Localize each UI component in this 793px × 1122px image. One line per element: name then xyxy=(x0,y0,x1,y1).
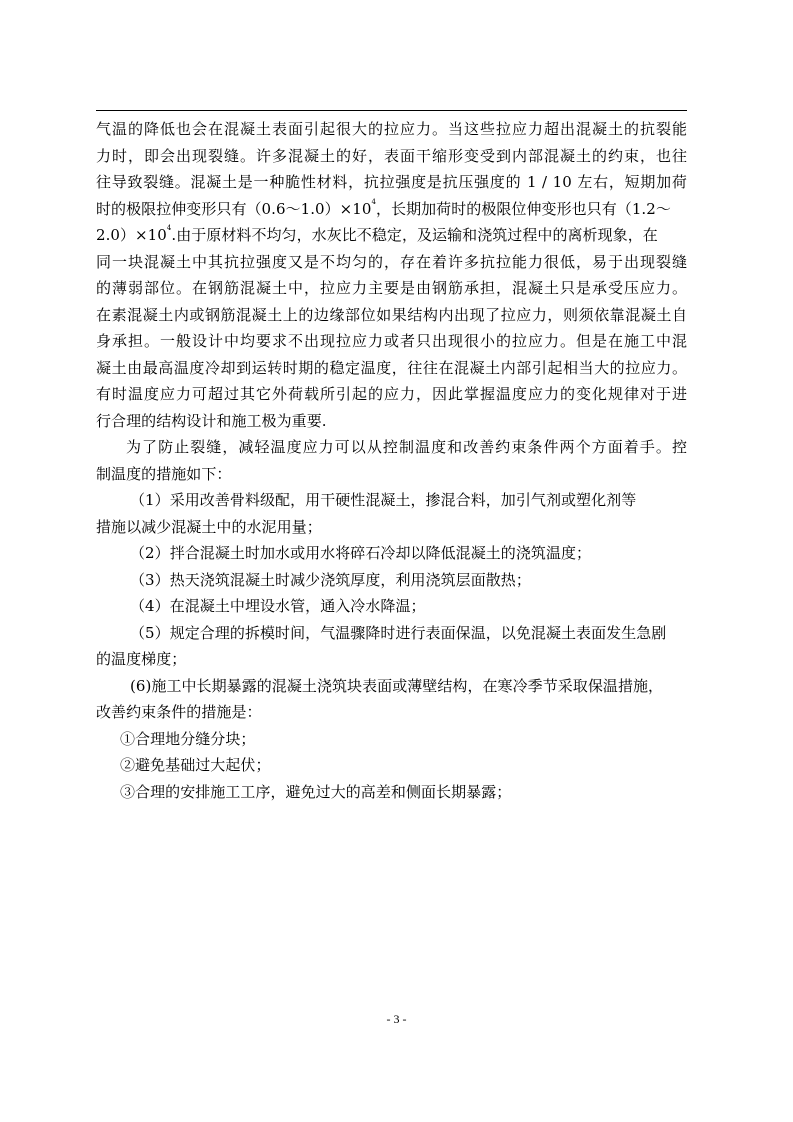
paragraph-temperature-stress xyxy=(96,116,687,434)
text-segment: 时的极限拉伸变形只有（0.6～1.0）×10 xyxy=(96,199,372,218)
list-item-constraint-2: ②避免基础过大起伏； xyxy=(120,756,271,774)
document-body xyxy=(96,116,687,805)
text-line: 行合理的结构设计和施工极为重要. xyxy=(96,411,327,430)
text-line: 同一块混凝土中其抗拉强度又是不均匀的，存在着许多抗拉能力很低，易于出现裂缝 xyxy=(96,252,687,271)
text-line: 力时，即会出现裂缝。许多混凝土的好，表面干缩形变受到内部混凝土的约束，也往 xyxy=(96,146,687,165)
superscript-exponent: 4 xyxy=(166,224,172,232)
list-item-measure-4: （4）在混凝土中埋设水管，通入冷水降温； xyxy=(130,597,426,615)
list-item-constraint-1: ①合理地分缝分块； xyxy=(120,729,256,748)
constraint-list xyxy=(96,726,687,806)
text-line: 的薄弱部位。在钢筋混凝土中，拉应力主要是由钢筋承担，混凝土只是承受压应力。 xyxy=(96,279,687,297)
paragraph-crack-prevention xyxy=(96,434,687,487)
page-number: - 3 - xyxy=(386,1012,407,1026)
superscript-exponent: 4 xyxy=(371,197,376,206)
list-item-measure-1: （1）采用改善骨料级配，用干硬性混凝土，掺混合料，加引气剂或塑化剂等 xyxy=(130,491,637,509)
constraint-intro: 改善约束条件的措施是： xyxy=(96,703,262,721)
header-rule xyxy=(96,110,687,111)
text-line: 身承担。一般设计中均要求不出现拉应力或者只出现很小的拉应力。但是在施工中混 xyxy=(96,332,687,350)
list-item-measure-1-cont: 措施以减少混凝土中的水泥用量； xyxy=(96,517,322,536)
list-item-measure-5: （5）规定合理的拆模时间，气温骤降时进行表面保温，以免混凝土表面发生急剧 xyxy=(130,623,667,642)
text-line: 气温的降低也会在混凝土表面引起很大的拉应力。当这些拉应力超出混凝土的抗裂能 xyxy=(96,120,687,138)
text-line xyxy=(96,222,687,249)
text-segment: .由于原材料不均匀，水灰比不稳定，及运输和浇筑过程中的离析现象，在 xyxy=(171,226,658,244)
text-line xyxy=(96,196,687,223)
list-item-measure-2: （2）拌合混凝土时加水或用水将碎石冷却以降低混凝土的浇筑温度； xyxy=(130,544,592,562)
text-line: 往导致裂缝。混凝土是一种脆性材料，抗拉强度是抗压强度的 1 / 10 左右，短期加荷 xyxy=(96,173,687,191)
list-item-constraint-3: ③合理的安排施工工序，避免过大的高差和侧面长期暴露； xyxy=(120,782,512,801)
text-segment: 2.0）×10 xyxy=(96,226,167,244)
list-item-measure-5-cont: 的温度梯度； xyxy=(96,650,187,668)
text-line: 为了防止裂缝，减轻温度应力可以从控制温度和改善约束条件两个方面着手。控 xyxy=(126,438,687,456)
text-line: 有时温度应力可超过其它外荷载所引起的应力，因此掌握温度应力的变化规律对于进 xyxy=(96,385,687,403)
text-line: 凝土由最高温度冷却到运转时期的稳定温度，往往在混凝土内部引起相当大的拉应力。 xyxy=(96,358,687,377)
text-line: 制温度的措施如下： xyxy=(96,464,232,483)
temperature-control-list xyxy=(96,487,687,726)
list-item-measure-6: (6)施工中长期暴露的混凝土浇筑块表面或薄壁结构，在寒冷季节采取保温措施， xyxy=(130,676,664,695)
text-line: 在素混凝土内或钢筋混凝土上的边缘部位如果结构内出现了拉应力，则须依靠混凝土自 xyxy=(96,305,687,324)
list-item-measure-3: （3）热天浇筑混凝土时减少浇筑厚度，利用浇筑层面散热； xyxy=(130,570,531,589)
text-segment: ，长期加荷时的极限位伸变形也只有（1.2～ xyxy=(375,199,671,218)
